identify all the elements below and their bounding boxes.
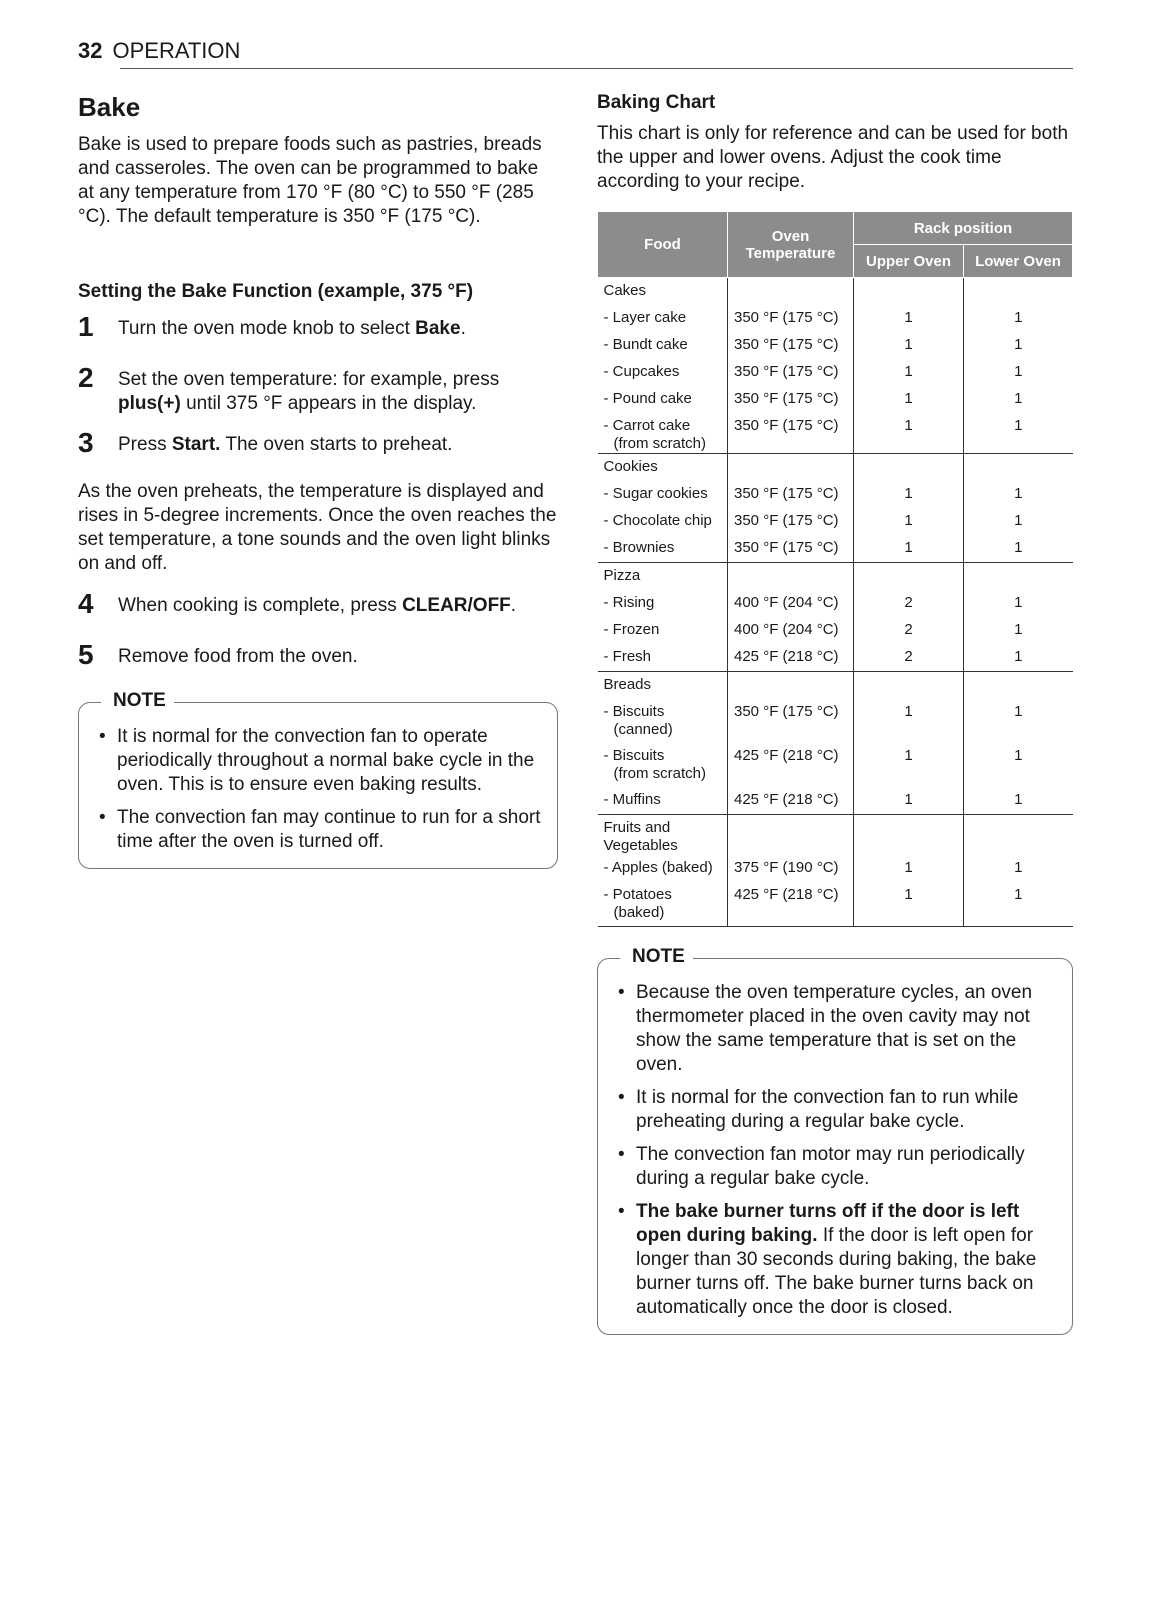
note-label: NOTE	[101, 690, 174, 712]
upper-cell: 1	[854, 413, 964, 454]
step-text-after: The oven starts to preheat.	[220, 434, 453, 455]
step-number: 2	[78, 362, 94, 393]
upper-cell: 1	[854, 332, 964, 359]
temp-cell: 350 °F (175 °C)	[728, 508, 854, 535]
food-cell: - Fresh	[598, 644, 728, 672]
temp-cell: 425 °F (218 °C)	[728, 882, 854, 927]
note-item: • It is normal for the convection fan to operate periodically throughout a normal bake cycle in the oven. This is to ensure even baking results.	[95, 725, 541, 797]
baking-chart-intro: This chart is only for reference and can be used for both the upper and lower ovens. Adjust the cook time according to your recipe.	[597, 123, 1069, 192]
step-bold: Start.	[171, 434, 221, 455]
food-cell: - Muffins	[598, 787, 728, 815]
page-number: 32	[78, 38, 103, 63]
lower-cell: 1	[1014, 859, 1023, 876]
temp-cell: 350 °F (175 °C)	[728, 413, 854, 454]
group-name: Cookies	[598, 454, 728, 482]
table-row	[598, 386, 1073, 413]
note-item	[614, 1200, 1056, 1320]
step-number: 5	[78, 639, 94, 670]
header-rack-position: Rack position	[854, 212, 1073, 245]
section-title: OPERATION	[112, 38, 241, 63]
lower-cell: 1	[1014, 390, 1023, 407]
food-line-2: (from scratch)	[613, 765, 707, 782]
step-bold: plus(+)	[118, 393, 181, 414]
header-rule	[120, 68, 1073, 69]
food-cell: - Sugar cookies	[598, 481, 728, 508]
step-bold: Bake	[415, 318, 461, 339]
note-item: • The convection fan may continue to run for a short time after the oven is turned off.	[95, 806, 541, 854]
table-row	[598, 481, 1073, 508]
upper-cell: 1	[854, 305, 964, 332]
lower-cell: 1	[1014, 621, 1023, 638]
step-text: Remove food from the oven.	[118, 646, 358, 667]
food-cell: - Apples (baked)	[598, 855, 728, 882]
group-name: Cakes	[598, 278, 728, 306]
upper-cell: 2	[854, 590, 964, 617]
header-lower-oven: Lower Oven	[964, 245, 1073, 278]
table-row	[598, 855, 1073, 882]
group-row	[598, 672, 1073, 700]
upper-cell: 1	[854, 699, 964, 743]
step-number: 4	[78, 588, 94, 619]
food-cell: - Bundt cake	[598, 332, 728, 359]
group-row	[598, 563, 1073, 591]
baking-chart-title: Baking Chart	[597, 92, 716, 113]
table-row	[598, 590, 1073, 617]
upper-cell: 2	[854, 644, 964, 672]
step-5	[78, 639, 558, 670]
bake-title: Bake	[78, 92, 141, 122]
note-item-bold: The bake burner turns off if the door is left open during baking.	[636, 1201, 1020, 1246]
baking-chart-table	[597, 211, 1073, 927]
food-line-2: (from scratch)	[613, 435, 707, 452]
right-note-box	[597, 946, 1073, 1335]
step-number: 1	[78, 311, 94, 342]
note-item: • It is normal for the convection fan to run while preheating during a regular bake cycle.	[614, 1086, 1056, 1134]
group-name-line-2: Vegetables	[603, 837, 678, 854]
step-text: When cooking is complete, press	[118, 595, 403, 616]
step-text: Press	[118, 434, 172, 455]
table-row	[598, 332, 1073, 359]
table-row	[598, 413, 1073, 454]
upper-cell: 1	[854, 535, 964, 563]
bake-intro: Bake is used to prepare foods such as pastries, breads and casseroles. The oven can be programmed to bake at any temperature from 170 °F (80 °C) to 550 °F (285 °C). The default temperature is 350 °F (175 °C).	[78, 134, 542, 227]
table-row	[598, 644, 1073, 672]
table-row	[598, 359, 1073, 386]
step-1	[78, 311, 558, 342]
table-row	[598, 699, 1073, 743]
step-2	[78, 362, 558, 416]
food-line-2: (baked)	[613, 904, 665, 921]
step-number: 3	[78, 427, 94, 458]
step-text-after: until 375 °F appears in the display.	[180, 393, 477, 414]
lower-cell: 1	[1014, 336, 1023, 353]
food-cell: - Frozen	[598, 617, 728, 644]
temp-cell: 400 °F (204 °C)	[728, 590, 854, 617]
food-cell: - Layer cake	[598, 305, 728, 332]
group-row	[598, 454, 1073, 482]
step-text-after: .	[460, 318, 466, 339]
lower-cell: 1	[1014, 512, 1023, 529]
setting-heading: Setting the Bake Function (example, 375 °F)	[78, 281, 474, 302]
left-note-box	[78, 690, 558, 869]
upper-cell: 1	[854, 386, 964, 413]
table-row	[598, 882, 1073, 927]
food-cell	[598, 743, 728, 787]
header-oven-temp: Oven Temperature	[728, 212, 854, 278]
temp-cell: 350 °F (175 °C)	[728, 386, 854, 413]
upper-cell: 1	[854, 743, 964, 787]
upper-cell: 2	[854, 617, 964, 644]
temp-cell: 350 °F (175 °C)	[728, 305, 854, 332]
group-name	[598, 815, 728, 856]
food-cell: - Rising	[598, 590, 728, 617]
group-name: Pizza	[598, 563, 728, 591]
food-cell: - Pound cake	[598, 386, 728, 413]
note-item: • The convection fan motor may run periodically during a regular bake cycle.	[614, 1143, 1056, 1191]
left-column	[78, 92, 558, 869]
lower-cell: 1	[964, 535, 1073, 563]
group-name-line-1: Fruits and	[603, 819, 671, 836]
temp-cell: 350 °F (175 °C)	[728, 699, 854, 743]
step-4	[78, 588, 558, 619]
lower-cell: 1	[964, 644, 1073, 672]
food-cell	[598, 882, 728, 927]
food-line: - Carrot cake	[603, 417, 691, 434]
food-line-2: (canned)	[613, 721, 673, 738]
header-food: Food	[598, 212, 728, 278]
temp-cell: 425 °F (218 °C)	[728, 787, 854, 815]
lower-cell: 1	[1014, 363, 1023, 380]
note-item: • Because the oven temperature cycles, an oven thermometer placed in the oven cavity may not show the same temperature that is set on the oven.	[614, 981, 1056, 1077]
lower-cell: 1	[1014, 703, 1023, 720]
upper-cell: 1	[854, 787, 964, 815]
note-list	[614, 981, 1056, 1320]
temp-cell: 350 °F (175 °C)	[728, 481, 854, 508]
food-line: - Biscuits	[603, 703, 665, 720]
step-bold: CLEAR/OFF	[402, 595, 511, 616]
right-column	[597, 92, 1073, 1335]
upper-cell: 1	[854, 855, 964, 882]
food-cell	[598, 413, 728, 454]
food-cell	[598, 699, 728, 743]
temp-cell: 375 °F (190 °C)	[728, 855, 854, 882]
lower-cell: 1	[1014, 747, 1023, 764]
lower-cell: 1	[964, 413, 1073, 454]
table-row	[598, 787, 1073, 815]
temp-cell: 350 °F (175 °C)	[728, 535, 854, 563]
step-text: Turn the oven mode knob to select	[118, 318, 416, 339]
food-line: - Potatoes	[603, 886, 672, 903]
group-row	[598, 815, 1073, 856]
header-upper-oven: Upper Oven	[854, 245, 964, 278]
note-item-rest: If the door is left open for longer than 30 seconds during baking, the bake burner turns off. The bake burner turns back on automatically once the door is closed.	[636, 1225, 1037, 1318]
table-row	[598, 305, 1073, 332]
lower-cell: 1	[1014, 309, 1023, 326]
upper-cell: 1	[854, 508, 964, 535]
food-cell: - Chocolate chip	[598, 508, 728, 535]
table-row	[598, 508, 1073, 535]
table-row	[598, 535, 1073, 563]
lower-cell: 1	[1014, 485, 1023, 502]
step-text: Set the oven temperature: for example, press	[118, 369, 500, 390]
lower-cell: 1	[1014, 594, 1023, 611]
table-row	[598, 743, 1073, 787]
page-header	[78, 38, 1073, 64]
upper-cell: 1	[854, 359, 964, 386]
temp-cell: 350 °F (175 °C)	[728, 359, 854, 386]
upper-cell: 1	[854, 481, 964, 508]
food-cell: - Brownies	[598, 535, 728, 563]
temp-cell: 425 °F (218 °C)	[728, 644, 854, 672]
group-name: Breads	[598, 672, 728, 700]
temp-cell: 350 °F (175 °C)	[728, 332, 854, 359]
lower-cell: 1	[964, 882, 1073, 927]
step-3	[78, 427, 558, 458]
temp-cell: 400 °F (204 °C)	[728, 617, 854, 644]
step-text-after: .	[510, 595, 517, 616]
lower-cell: 1	[964, 787, 1073, 815]
table-row	[598, 617, 1073, 644]
food-line: - Biscuits	[603, 747, 665, 764]
preheat-text: As the oven preheats, the temperature is displayed and rises in 5-degree increments. Once the oven reaches the set temperature, a tone sounds and the oven light blinks on and off.	[78, 481, 557, 574]
food-cell: - Cupcakes	[598, 359, 728, 386]
temp-cell: 425 °F (218 °C)	[728, 743, 854, 787]
note-label: NOTE	[620, 946, 693, 968]
group-row	[598, 278, 1073, 306]
upper-cell: 1	[854, 882, 964, 927]
note-list	[95, 725, 541, 854]
